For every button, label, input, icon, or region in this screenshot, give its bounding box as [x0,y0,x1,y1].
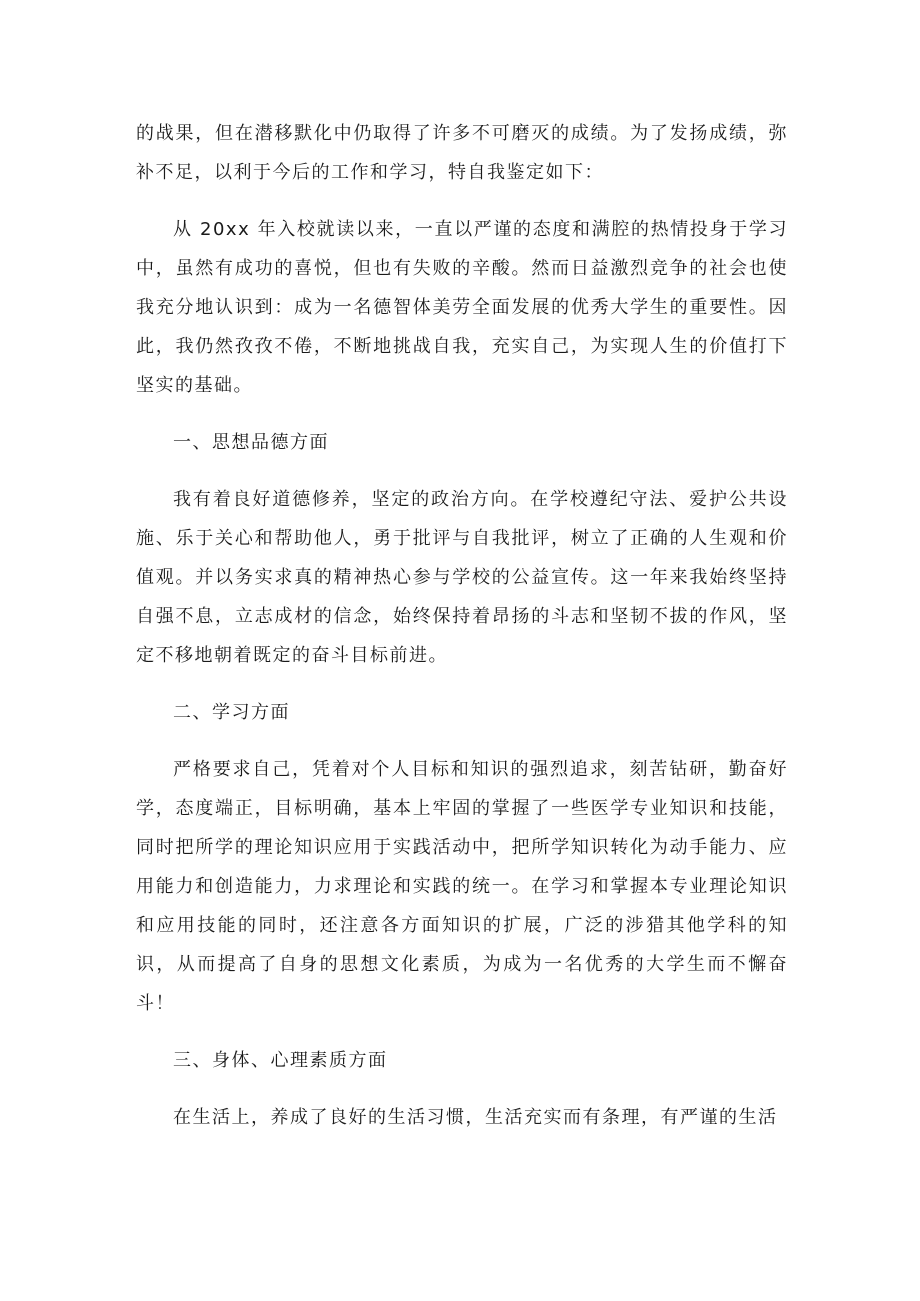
document-body [136,114,788,1155]
paragraph-life: 在生活上，养成了良好的生活习惯，生活充实而有条理，有严谨的生活 [173,1107,778,1128]
section-heading-physical-mental: 三、身体、心理素质方面 [173,1050,388,1071]
paragraph-study: 严格要求自己，凭着对个人目标和知识的强烈追求，刻苦钻研，勤奋好学，态度端正，目标明确，基本上牢固的掌握了一些医学专业知识和技能，同时把所学的理论知识应用于实践活动中，把所学知识转化为动手能力、应用能力和创造能力，力求理论和实践的统一。在学习和掌握本专业理论知识和应用技能的同时，还注意各方面知识的扩展，广泛的涉猎其他学科的知识，从而提高了自身的思想文化素质，为成为一名优秀的大学生而不懈奋斗！ [136,759,788,1014]
paragraph-intro-continuation: 的战果，但在潜移默化中仍取得了许多不可磨灭的成绩。为了发扬成绩，弥补不足，以利于今后的工作和学习，特自我鉴定如下： [136,123,788,183]
paragraph-enrollment-summary: 从 20xx 年入校就读以来，一直以严谨的态度和满腔的热情投身于学习中，虽然有成功的喜悦，但也有失败的辛酸。然而日益激烈竞争的社会也使我充分地认识到：成为一名德智体美劳全面发展的优秀大学生的重要性。因此，我仍然孜孜不倦，不断地挑战自我，充实自己，为实现人生的价值打下坚实的基础。 [136,219,788,396]
section-heading-study: 二、学习方面 [173,702,290,723]
paragraph-moral: 我有着良好道德修养，坚定的政治方向。在学校遵纪守法、爱护公共设施、乐于关心和帮助他人，勇于批评与自我批评，树立了正确的人生观和价值观。并以务实求真的精神热心参与学校的公益宣传。这一年来我始终坚持自强不息，立志成材的信念，始终保持着昂扬的斗志和坚韧不拔的作风，坚定不移地朝着既定的奋斗目标前进。 [136,489,788,666]
section-heading-moral: 一、思想品德方面 [173,432,329,453]
